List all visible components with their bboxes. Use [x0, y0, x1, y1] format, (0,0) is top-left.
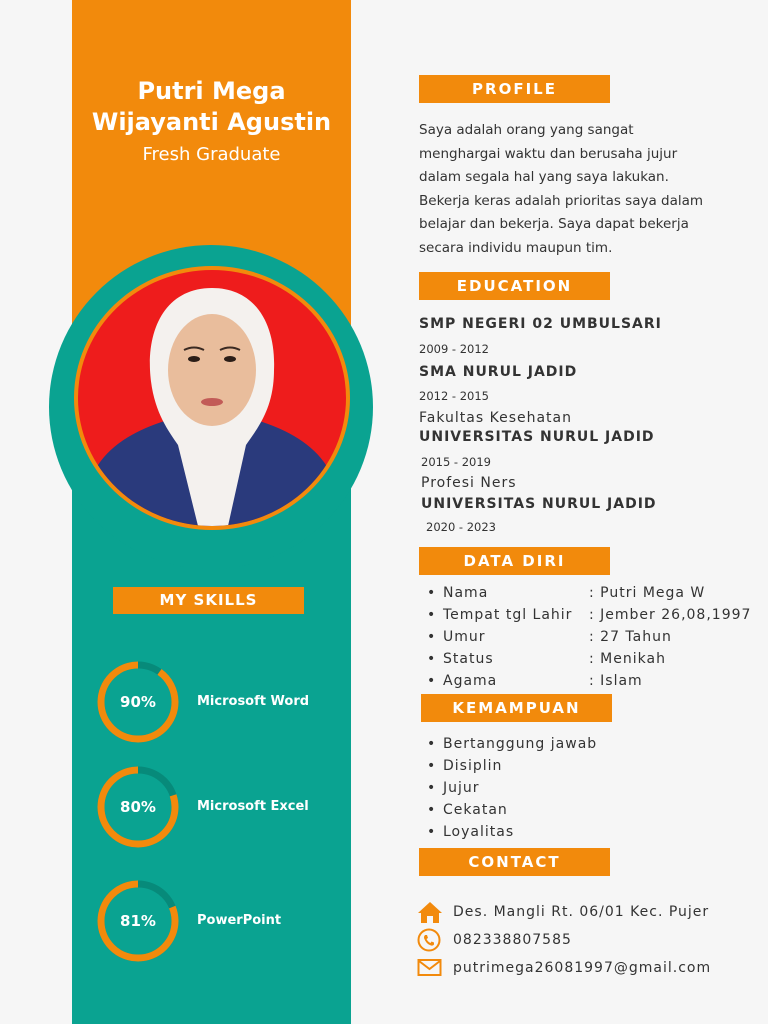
list-item: [427, 670, 751, 692]
contact-phone: [417, 928, 762, 952]
list-item: • Disiplin: [427, 755, 597, 777]
data-diri-list: [427, 582, 751, 692]
profile-text: Saya adalah orang yang sangat menghargai waktu dan berusaha jujur dalam segala hal yang saya lakukan. Bekerja keras adalah prioritas saya dalam belajar dan bekerja. Saya dapat bekerja secara individu maupun tim.: [419, 122, 704, 256]
data-diri-key: Agama: [443, 673, 498, 689]
list-item: • Cekatan: [427, 799, 597, 821]
list-item: [427, 648, 751, 670]
person-role: Fresh Graduate: [142, 144, 281, 165]
name-line-1: Putri Mega: [137, 77, 286, 105]
education-school: UNIVERSITAS NURUL JADID: [419, 429, 655, 445]
skill-item: [94, 878, 324, 964]
data-diri-header: DATA DIRI: [419, 547, 610, 575]
contact-email: [417, 956, 762, 980]
list-item: [427, 604, 751, 626]
profile-header: PROFILE: [419, 75, 610, 103]
data-diri-value: : Jember 26,08,1997: [589, 607, 752, 623]
kemampuan-header: KEMAMPUAN: [421, 694, 612, 722]
skill-item: [94, 764, 324, 850]
education-years: 2020 - 2023: [426, 520, 496, 534]
list-item: [427, 626, 751, 648]
data-diri-key: Tempat tgl Lahir: [443, 607, 573, 623]
email-text[interactable]: putrimega26081997@gmail.com: [453, 960, 712, 976]
education-school: SMA NURUL JADID: [419, 364, 578, 380]
contact-header: CONTACT: [419, 848, 610, 876]
education-years: 2012 - 2015: [419, 389, 489, 403]
data-diri-value: : 27 Tahun: [589, 629, 672, 645]
data-diri-key: Status: [443, 651, 494, 667]
skill-percent: 90%: [120, 693, 156, 711]
home-icon: [417, 900, 443, 924]
phone-icon: [417, 928, 443, 952]
data-diri-key: Umur: [443, 629, 486, 645]
skill-name: Microsoft Word: [197, 694, 310, 709]
profile-photo: [74, 266, 350, 530]
list-item: • Loyalitas: [427, 821, 597, 843]
skill-name: PowerPoint: [197, 913, 282, 928]
education-faculty: Profesi Ners: [421, 475, 517, 491]
education-years: 2009 - 2012: [419, 342, 489, 356]
data-diri-value: : Putri Mega W: [589, 585, 706, 601]
data-diri-value: : Menikah: [589, 651, 666, 667]
name-line-2: Wijayanti Agustin: [91, 108, 332, 136]
skills-header: MY SKILLS: [113, 587, 304, 614]
education-years: 2015 - 2019: [421, 455, 491, 469]
skill-percent: 81%: [120, 912, 156, 930]
address-text: Des. Mangli Rt. 06/01 Kec. Pujer: [453, 904, 710, 920]
kemampuan-list: [427, 733, 597, 843]
list-item: • Jujur: [427, 777, 597, 799]
mail-icon: [417, 956, 443, 980]
education-header: EDUCATION: [419, 272, 610, 300]
skill-item: [94, 659, 324, 745]
phone-text[interactable]: 082338807585: [453, 932, 572, 948]
data-diri-key: Nama: [443, 585, 489, 601]
list-item: • Bertanggung jawab: [427, 733, 597, 755]
person-portrait-icon: [78, 270, 346, 526]
skill-name: Microsoft Excel: [197, 799, 309, 814]
education-school: SMP NEGERI 02 UMBULSARI: [419, 316, 662, 332]
education-faculty: Fakultas Kesehatan: [419, 410, 572, 426]
list-item: [427, 582, 751, 604]
person-name: [72, 76, 351, 138]
data-diri-value: : Islam: [589, 673, 643, 689]
education-school: UNIVERSITAS NURUL JADID: [421, 496, 657, 512]
contact-address: [417, 900, 762, 924]
skill-percent: 80%: [120, 798, 156, 816]
